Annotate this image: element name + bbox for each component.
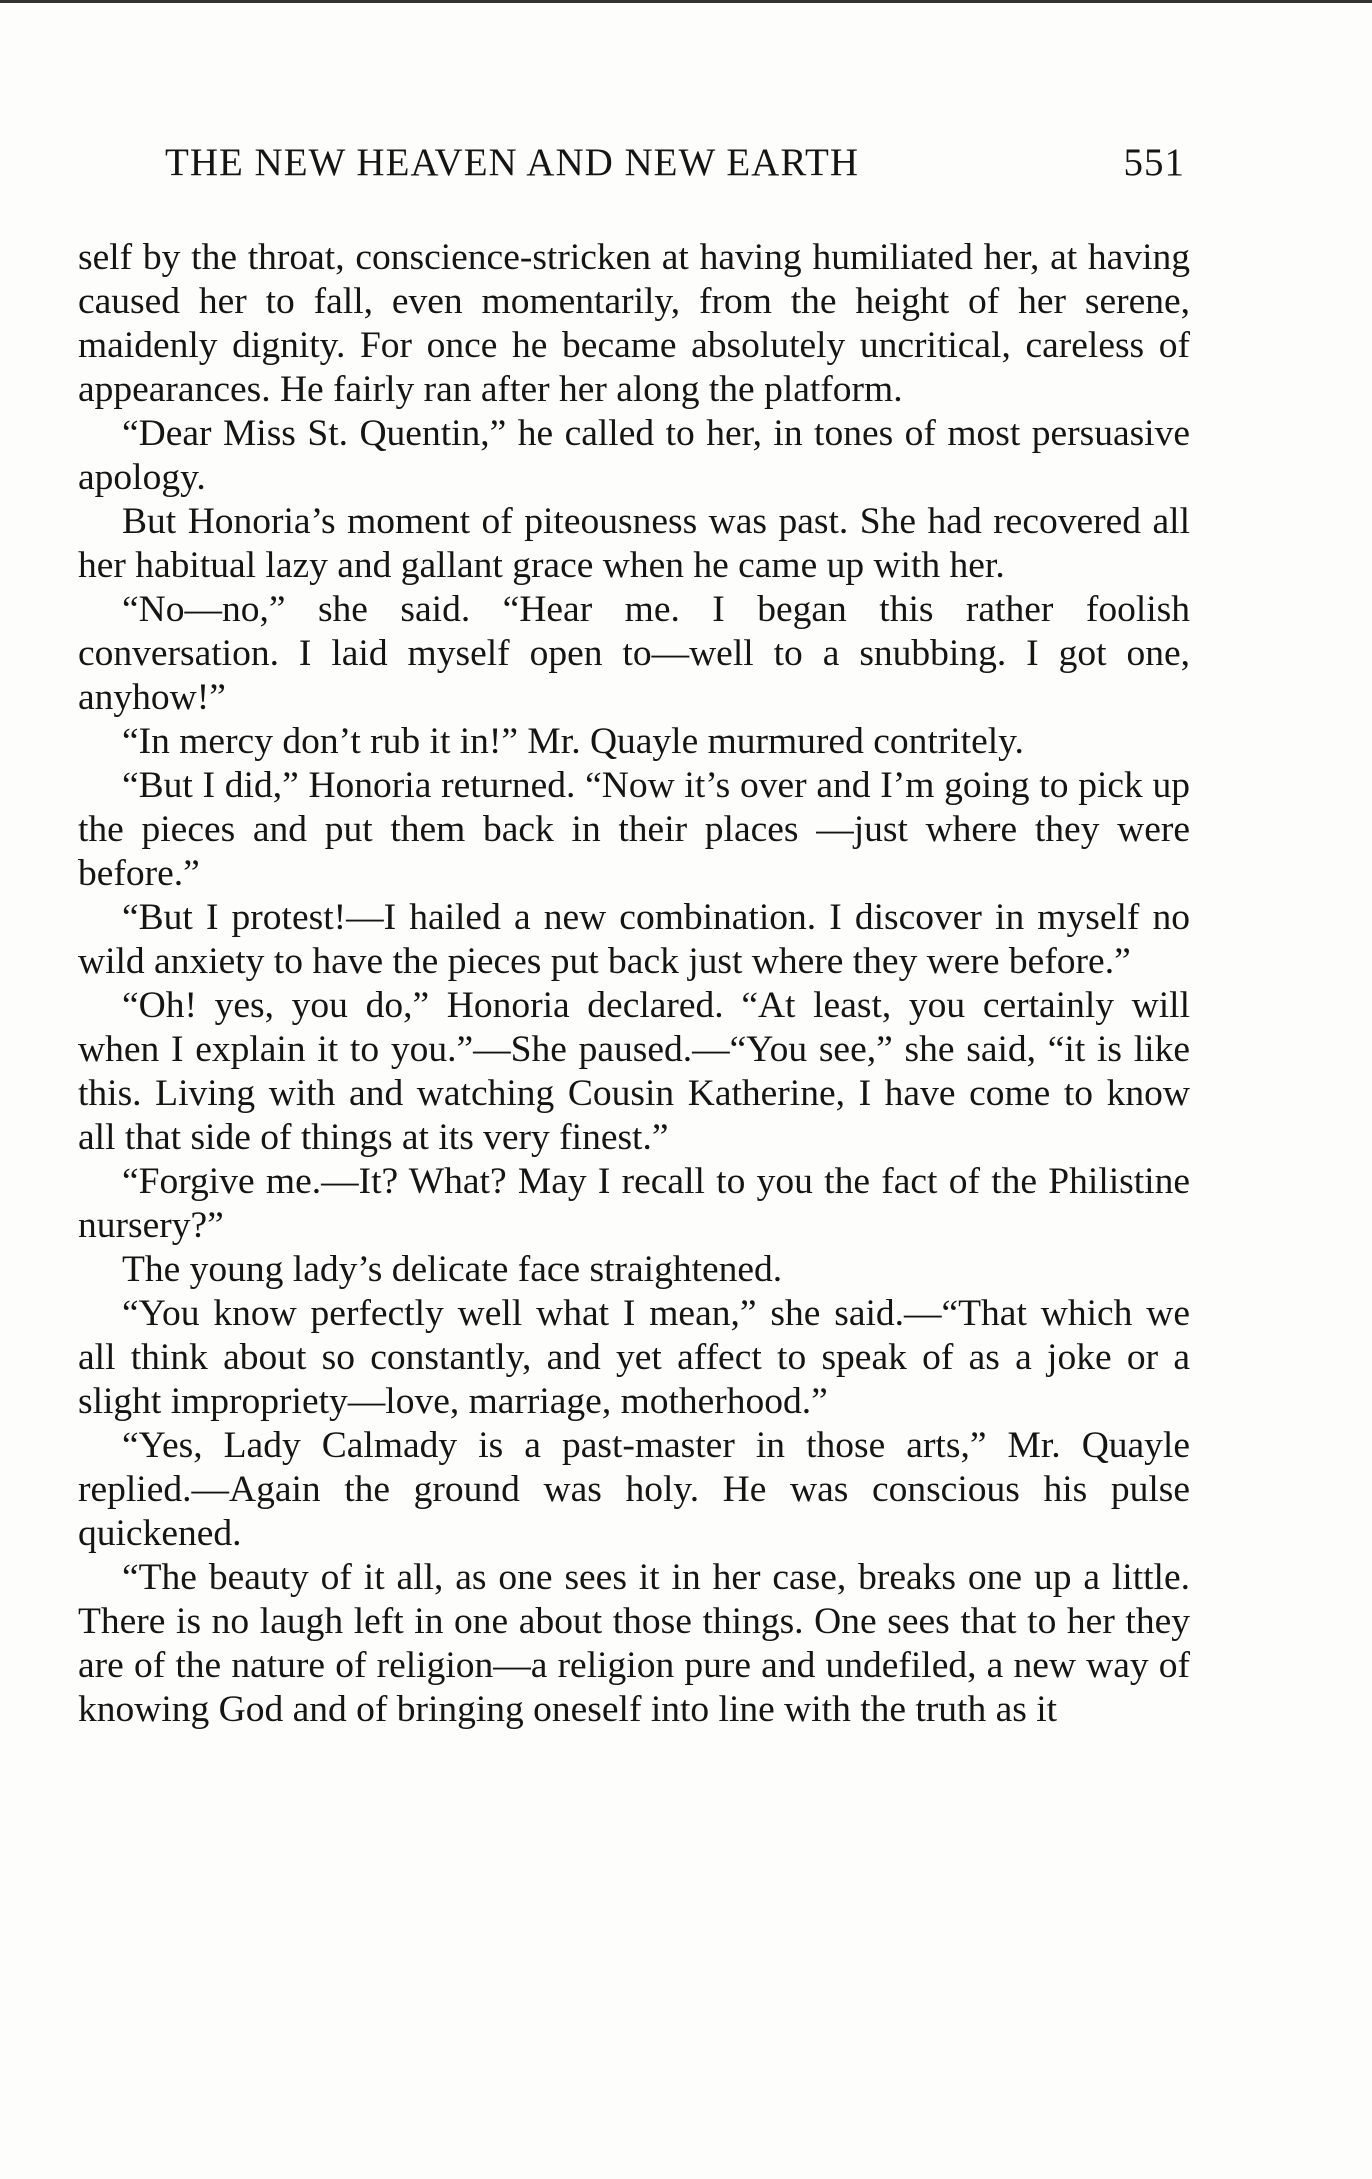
paragraph: “You know perfectly well what I mean,” she said.—“That which we all think about so constantly, and yet affect to speak of as a joke or a slight impropriety—love, marriage, motherhood.”: [78, 1293, 1190, 1422]
paragraph: “But I protest!—I hailed a new combination. I discover in myself no wild anxiety to have the pieces put back just where they were before.”: [78, 897, 1190, 982]
paragraph: “No—no,” she said. “Hear me. I began this rather foolish conversation. I laid myself open to—well to a snubbing. I got one, anyhow!”: [78, 589, 1190, 718]
running-title: THE NEW HEAVEN AND NEW EARTH: [165, 141, 860, 184]
paragraph: “Dear Miss St. Quentin,” he called to her, in tones of most persuasive apology.: [78, 413, 1190, 498]
paragraph: “The beauty of it all, as one sees it in her case, breaks one up a little. There is no laugh left in one about those things. One sees that to her they are of the nature of religion—a religion pure and undefiled, a new way of knowing God and of bringing oneself into line with the truth as it: [78, 1557, 1190, 1730]
page-number: 551: [1123, 141, 1185, 184]
paragraph: “Oh! yes, you do,” Honoria declared. “At least, you certainly will when I explain it to you.”—She paused.—“You see,” she said, “it is like this. Living with and watching Cousin Katherine, I have come to know all that side of things at its very finest.”: [78, 985, 1190, 1158]
top-rule: [0, 0, 1372, 3]
paragraph: But Honoria’s moment of piteousness was past. She had recovered all her habitual lazy and gallant grace when he came up with her.: [78, 501, 1190, 586]
paragraph: “Yes, Lady Calmady is a past-master in those arts,” Mr. Quayle replied.—Again the ground was holy. He was conscious his pulse quickened.: [78, 1425, 1190, 1554]
paragraph: “Forgive me.—It? What? May I recall to you the fact of the Philistine nursery?”: [78, 1161, 1190, 1246]
paragraph-continuation: self by the throat, conscience-stricken at having humiliated her, at having caused her to fall, even momentarily, from the height of her serene, maidenly dignity. For once he became absolutely uncritical, careless of appearances. He fairly ran after her along the platform.: [78, 237, 1190, 410]
paragraph: “But I did,” Honoria returned. “Now it’s over and I’m going to pick up the pieces and put them back in their places —just where they were before.”: [78, 765, 1190, 894]
running-head: [165, 140, 1185, 200]
paragraph: “In mercy don’t rub it in!” Mr. Quayle murmured contritely.: [122, 721, 1024, 762]
text-block: [78, 236, 1190, 1732]
paragraph: The young lady’s delicate face straightened.: [122, 1249, 783, 1290]
